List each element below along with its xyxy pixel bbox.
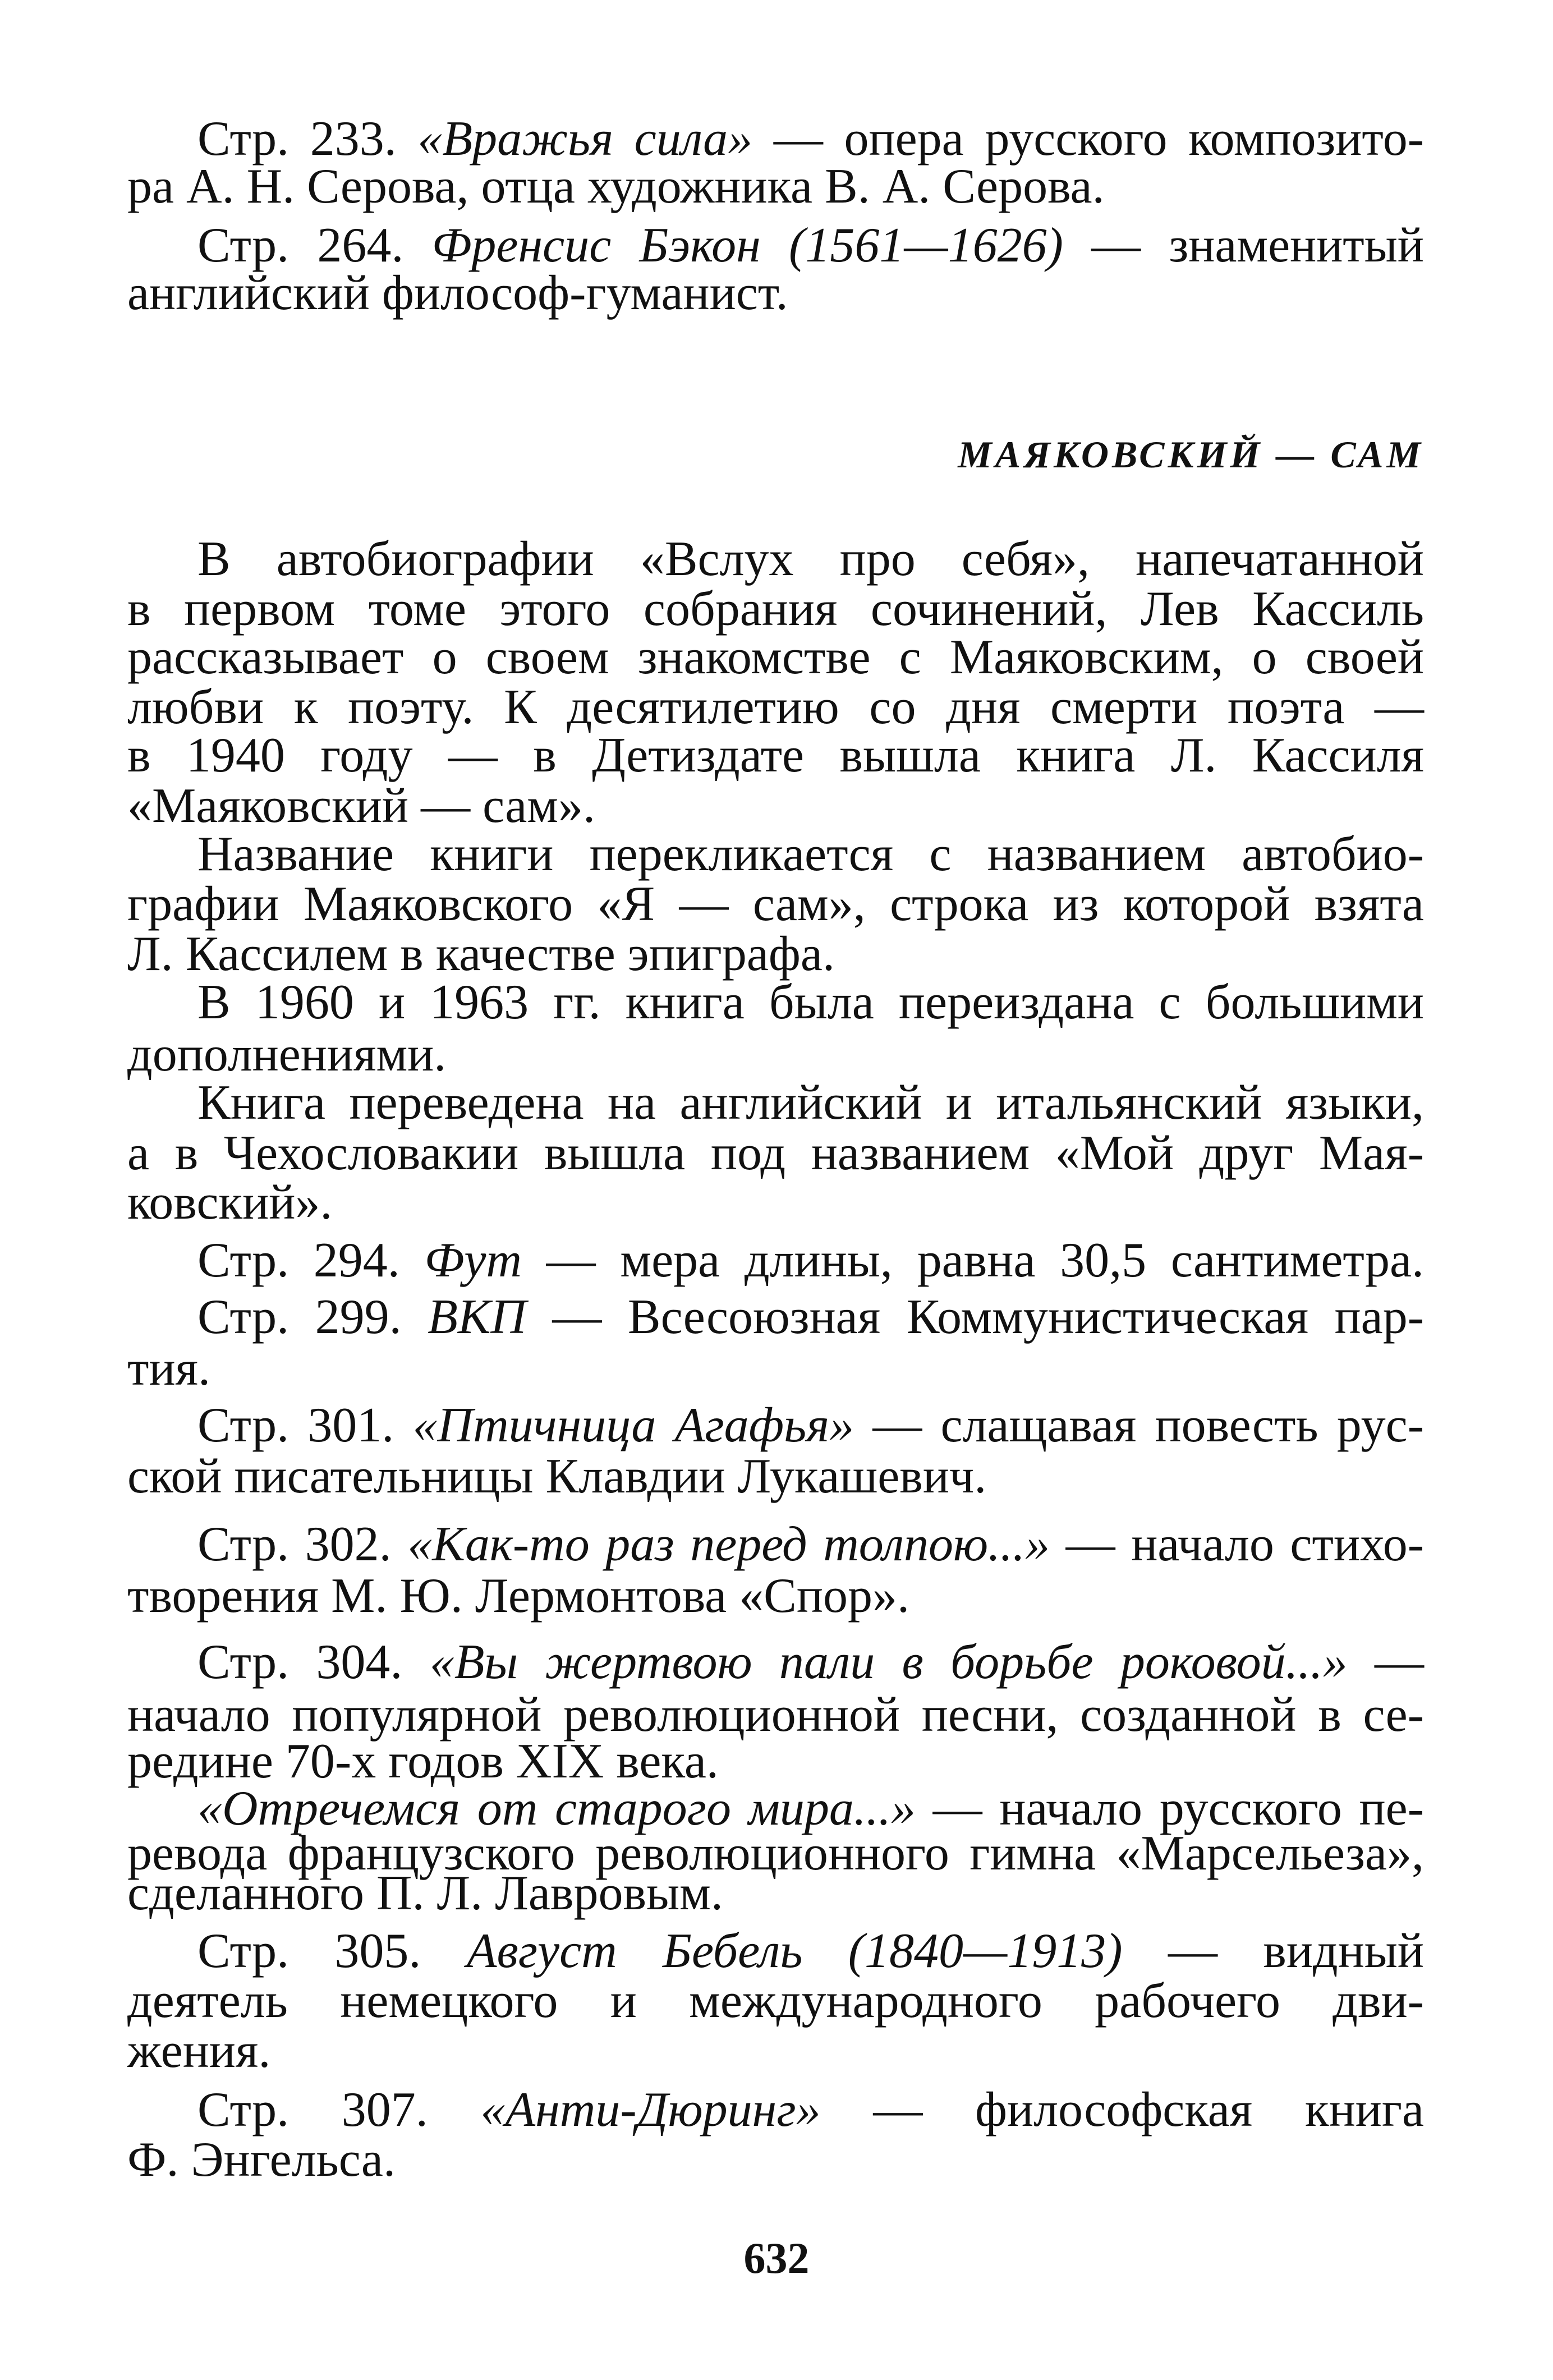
note-title: «Отречемся от старого мира...» (197, 1781, 916, 1836)
note-ref: Стр. 301. (197, 1398, 394, 1453)
note-299-line-2: тия. (127, 1341, 211, 1396)
note-ref: Стр. 233. (197, 112, 397, 166)
page-number: 632 (743, 2234, 810, 2282)
paragraph-line: Л. Кассилем в качестве эпиграфа. (127, 927, 835, 981)
note-ref: Стр. 305. (197, 1924, 421, 1978)
note-305-line-2: деятель немецкого и международного рабочего дви- (127, 1974, 1424, 2028)
note-ref: Стр. 307. (197, 2083, 428, 2137)
note-301-line-1 (197, 1398, 1424, 1454)
paragraph-line: Название книги перекликается с названием автобио- (197, 827, 1424, 881)
note-ref: Стр. 302. (197, 1517, 392, 1572)
note-294 (197, 1233, 1424, 1289)
note-302-line-1 (197, 1517, 1424, 1573)
note-title: Френсис Бэкон (1561—1626) (431, 218, 1063, 273)
note-text: — философская книга (873, 2083, 1425, 2137)
note-301-line-2: ской писательницы Клавдии Лукашевич. (127, 1449, 987, 1504)
note-title: Фут (424, 1233, 522, 1288)
section-heading: МАЯКОВСКИЙ — САМ (958, 433, 1424, 476)
note-text: — слащавая повесть рус- (872, 1398, 1425, 1453)
note-text: — мера длины, равна 30,5 сантиметра. (546, 1233, 1425, 1288)
note-233-line-2: ра А. Н. Серова, отца художника В. А. Серова. (127, 159, 1105, 214)
note-304-line-1 (197, 1634, 1424, 1690)
note-305-line-3: жения. (127, 2024, 271, 2078)
note-304-line-2: начало популярной революционной песни, созданной в се- (127, 1688, 1424, 1742)
note-title: «Птичница Агафья» (412, 1398, 854, 1453)
note-ref: Стр. 294. (197, 1233, 400, 1288)
note-299-line-1 (197, 1289, 1424, 1345)
note-305-line-1 (197, 1923, 1424, 1979)
note-text: — начало русского пе- (932, 1781, 1425, 1836)
paragraph-line: В автобиографии «Вслух про себя», напечатанной (197, 532, 1424, 586)
note-title: «Вы жертвою пали в борьбе роковой...» (429, 1635, 1348, 1689)
note-304-line-3: редине 70-х годов XIX века. (127, 1734, 719, 1789)
note-307-line-1 (197, 2082, 1424, 2138)
note-304b-line-3: сделанного П. Л. Лавровым. (127, 1866, 723, 1920)
note-text: — (1375, 1635, 1424, 1689)
note-ref: Стр. 304. (197, 1635, 403, 1689)
paragraph-line: а в Чехословакии вышла под названием «Мой друг Мая- (127, 1126, 1424, 1180)
paragraph-line: ковский». (127, 1175, 333, 1230)
paragraph-line: дополнениями. (127, 1027, 447, 1082)
note-text: — знаменитый (1091, 218, 1424, 273)
note-304b-line-2: ревода французского революционного гимна «Марсельеза», (127, 1826, 1424, 1881)
paragraph-line: в первом томе этого собрания сочинений, Лев Кассиль (127, 582, 1424, 636)
note-title: ВКП (428, 1290, 526, 1344)
note-302-line-2: творения М. Ю. Лермонтова «Спор». (127, 1569, 909, 1623)
paragraph-line: «Маяковский — сам». (127, 779, 595, 833)
paragraph-line: рассказывает о своем знакомстве с Маяковским, о своей (127, 630, 1424, 684)
paragraph-line: в 1940 году — в Детиздате вышла книга Л. Кассиля (127, 728, 1424, 783)
note-ref: Стр. 299. (197, 1290, 402, 1344)
note-title: Август Бебель (1840—1913) (466, 1924, 1123, 1978)
note-text: — Всесоюзная Коммунистическая пар- (552, 1290, 1425, 1344)
note-264-line-2: английский философ-гуманист. (127, 266, 788, 320)
note-ref: Стр. 264. (197, 218, 404, 273)
note-title: «Вражья сила» (417, 112, 753, 166)
note-307-line-2: Ф. Энгельса. (127, 2133, 396, 2187)
paragraph-line: В 1960 и 1963 гг. книга была переиздана с большими (197, 975, 1424, 1030)
paragraph-line: Книга переведена на английский и итальянский языки, (197, 1076, 1424, 1130)
note-text: — видный (1168, 1924, 1425, 1978)
note-title: «Анти-Дюринг» (480, 2083, 821, 2137)
note-text: — начало стихо- (1065, 1517, 1424, 1572)
paragraph-line: любви к поэту. К десятилетию со дня смерти поэта — (127, 680, 1424, 734)
note-text: — опера русского композито- (773, 112, 1425, 166)
note-title: «Как-то раз перед толпою...» (407, 1517, 1050, 1572)
paragraph-line: графии Маяковского «Я — сам», строка из которой взята (127, 877, 1424, 931)
